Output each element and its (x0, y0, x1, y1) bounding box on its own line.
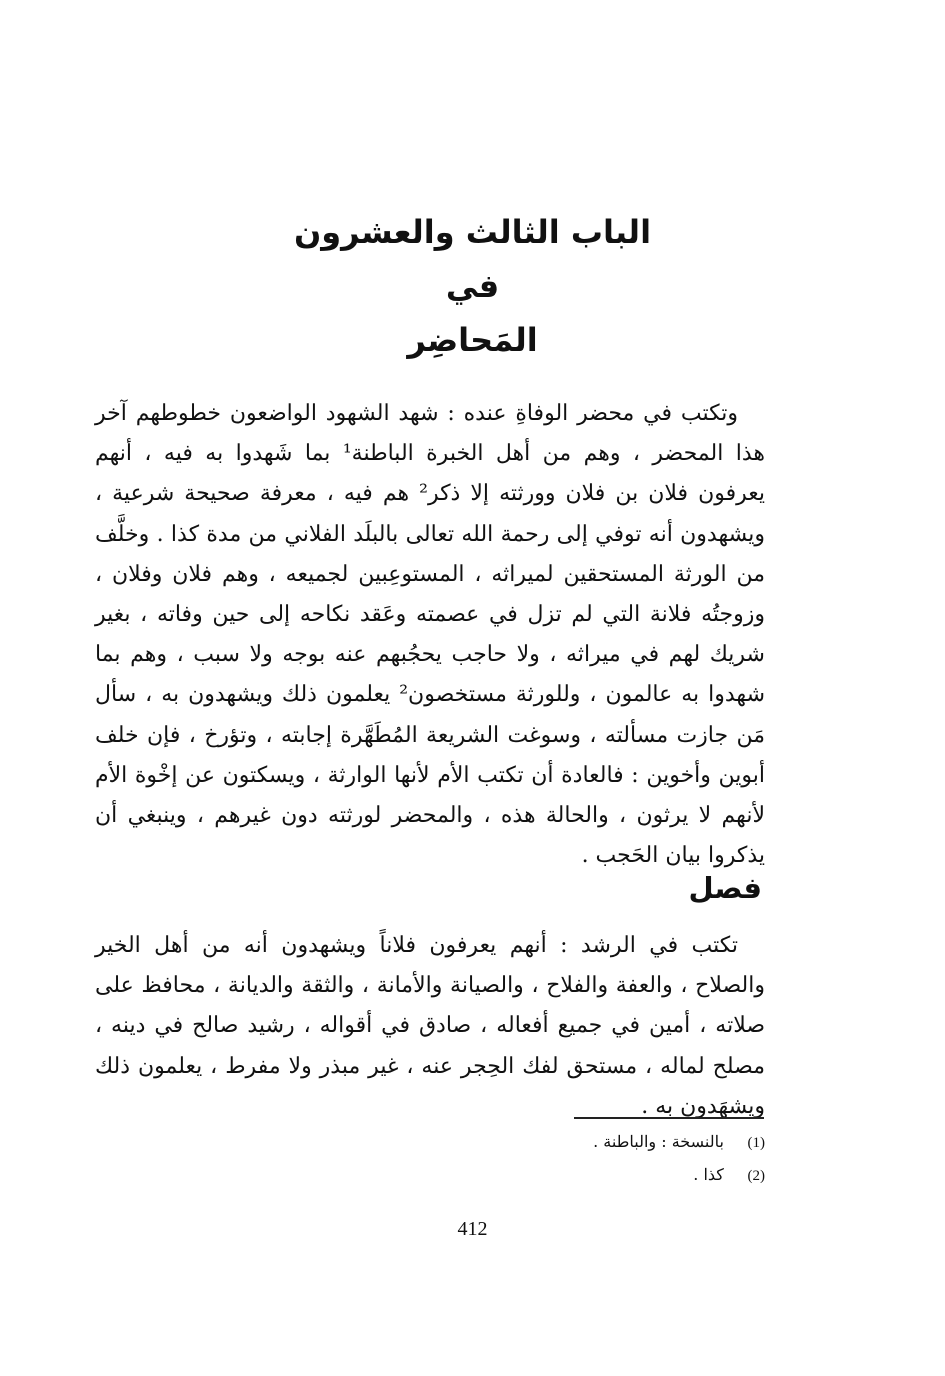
footnote-number: (1) (747, 1135, 765, 1151)
page-number: 412 (457, 1218, 488, 1240)
body-paragraph-2 (95, 926, 765, 1127)
footnote-item (400, 1126, 765, 1159)
chapter-title: الباب الثالث والعشرون (293, 213, 652, 251)
footnote-item (400, 1159, 765, 1192)
paragraph-2-text: تكتب في الرشد : أنهم يعرفون فلاناً ويشهدون أنه من أهل الخير والصلاح ، والعفة والفلاح ، والصيانة والأمانة ، والثقة والديانة ، محافظ على صلاته ، أمين في جميع أفعاله ، صادق في أقواله ، رشيد صالح في دينه ، مصلح لماله ، مستحق لفك الحِجر عنه ، غير مبذر ولا مفرط ، يعلمون ذلك ويشهَدون به . (95, 933, 765, 1119)
chapter-preposition: في (445, 267, 500, 305)
paragraph-1-text: وتكتب في محضر الوفاةِ عنده : شهد الشهود الواضعون خطوطهم آخر هذا المحضر ، وهم من أهل الخبرة الباطنة¹ بما شَهدوا به فيه ، أنهم يعرفون فلان بن فلان وورثته إلا ذكر² هم فيه ، معرفة صحيحة شرعية ، ويشهدون أنه توفي إلى رحمة الله تعالى بالبلَد الفلاني من مدة كذا . وخلَّف من الورثة المستحقين لميراثه ، المستوعِبين لجميعه ، وهم فلان وفلان ، وزوجتُه فلانة التي لم تزل في عصمته وعَقد نكاحه إلى حين وفاته ، بغير شريك لهم في ميراثه ، ولا حاجب يحجُبهم عنه بوجه ولا سبب ، وهم بما شهدوا به عالمون ، وللورثة مستخصون² يعلمون ذلك ويشهدون به ، سأل مَن جازت مسألته ، وسوغت الشريعة المُطَهَّرة إجابته ، وتؤرخ ، فإن خلف أبوين وأخوين : فالعادة أن تكتب الأم لأنها الوارثة ، ويسكتون عن إخْوة الأم لأنهم لا يرثون ، والحالة هذه ، والمحضر لورثته دون غيرهم ، وينبغي أن يذكروا بيان الحَجب . (95, 401, 766, 869)
body-paragraph-1 (95, 394, 765, 876)
chapter-subject: المَحاضِر (407, 321, 538, 359)
footnote-number: (2) (747, 1168, 765, 1184)
footnotes (400, 1126, 765, 1192)
chapter-title-block (0, 205, 945, 367)
footnote-text: كذا . (693, 1165, 724, 1184)
footnote-text: بالنسخة : والباطنة . (593, 1132, 724, 1151)
section-heading: فصل (688, 871, 762, 905)
footnote-divider (574, 1117, 764, 1119)
